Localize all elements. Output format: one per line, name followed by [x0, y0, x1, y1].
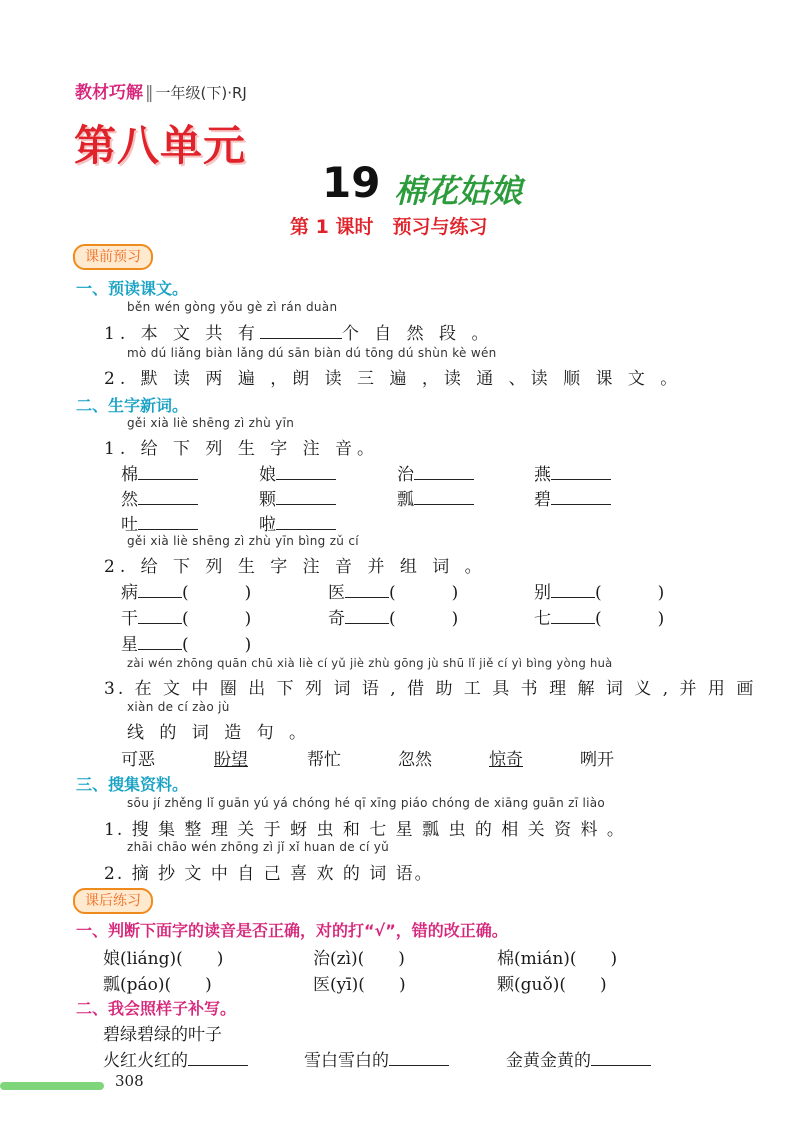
page-number: 308	[115, 1072, 144, 1090]
answer-blank[interactable]	[551, 581, 595, 598]
s1-q1-blank[interactable]	[260, 322, 342, 339]
s2-q1-pinyin: gěi xià liè shēng zì zhù yīn	[127, 416, 295, 430]
s2-q3-pinyin: zài wén zhōng quān chū xià liè cí yǔ jiè zhù gōng jù shū lǐ jiě cí yì bìng yòng huà	[127, 656, 613, 670]
word-group-item: 医 ( )	[328, 583, 459, 603]
answer-blank[interactable]	[276, 513, 336, 530]
vocab-word: 忽然	[398, 750, 432, 770]
section-3-title: 三、搜集资料。	[76, 775, 189, 794]
word-group-item: 病 ( )	[121, 583, 252, 603]
section-2-title: 二、生字新词。	[76, 396, 189, 415]
char-blank-item: 棉	[121, 460, 198, 485]
s1-q1-pinyin: běn wén gòng yǒu gè zì rán duàn	[127, 300, 338, 314]
answer-blank[interactable]	[276, 463, 336, 480]
answer-blank[interactable]	[276, 488, 336, 505]
unit-title: 第八单元	[74, 121, 247, 170]
fill-phrase-item: 金黄金黄的	[506, 1046, 651, 1071]
vocab-word-underlined: 盼望	[214, 750, 248, 770]
s2-q3-pinyin-2: xiàn de cí zào jù	[127, 700, 230, 714]
reading-check-item[interactable]: 棉(mián)( )	[497, 949, 618, 969]
word-group-item: 别 ( )	[534, 583, 665, 603]
brand-title: 教材巧解	[75, 83, 143, 103]
word-group-item: 星 ( )	[121, 635, 252, 655]
answer-blank[interactable]	[591, 1049, 651, 1066]
vocab-word: 咧开	[580, 750, 614, 770]
s2-q2: 2. 给 下 列 生 字 注 音 并 组 词 。	[104, 557, 487, 577]
s3-q2-pinyin: zhāi chāo wén zhōng zì jǐ xǐ huan de cí yǔ	[127, 840, 390, 854]
s1-q2-pinyin: mò dú liǎng biàn lǎng dú sān biàn dú tōng dú shùn kè wén	[127, 346, 497, 360]
s2-q1: 1. 给 下 列 生 字 注 音。	[104, 439, 380, 459]
vocab-word-underlined: 惊奇	[489, 750, 523, 770]
answer-blank[interactable]	[188, 1049, 248, 1066]
s2-q2-pinyin: gěi xià liè shēng zì zhù yīn bìng zǔ cí	[127, 534, 359, 548]
char-blank-item: 碧	[534, 485, 611, 510]
char-blank-item: 娘	[259, 460, 336, 485]
grade-label: 一年级(下)·RJ	[155, 84, 247, 102]
s2-q3-2: 线 的 词 造 句 。	[127, 723, 312, 743]
s1-q2: 2. 默 读 两 遍 ，朗 读 三 遍 ，读 通 、读 顺 课 文 。	[104, 369, 683, 389]
answer-blank[interactable]	[414, 488, 474, 505]
answer-blank[interactable]	[551, 463, 611, 480]
answer-blank[interactable]	[345, 607, 389, 624]
s1-q1	[104, 319, 493, 344]
answer-blank[interactable]	[414, 463, 474, 480]
example-phrase: 碧绿碧绿的叶子	[103, 1025, 222, 1045]
answer-blank[interactable]	[551, 607, 595, 624]
char-blank-item: 瓢	[397, 485, 474, 510]
answer-blank[interactable]	[389, 1049, 449, 1066]
s2-q3: 3. 在 文 中 圈 出 下 列 词 语 , 借 助 工 具 书 理 解 词 义 , 并 用 画	[104, 679, 757, 699]
answer-blank[interactable]	[345, 581, 389, 598]
vocab-word: 可恶	[121, 750, 155, 770]
char-blank-item: 颗	[259, 485, 336, 510]
s3-q1: 1. 搜 集 整 理 关 于 蚜 虫 和 七 星 瓢 虫 的 相 关 资 料 。	[104, 820, 626, 840]
lesson-title: 棉花姑娘	[394, 172, 523, 210]
section-1-title: 一、预读课文。	[76, 279, 189, 298]
s1-q1-text-b: 个 自 然 段 。	[341, 324, 494, 344]
answer-blank[interactable]	[138, 581, 182, 598]
answer-blank[interactable]	[138, 633, 182, 650]
fill-phrase-item: 火红火红的	[103, 1046, 248, 1071]
answer-blank[interactable]	[138, 463, 198, 480]
footer-bar	[0, 1082, 104, 1090]
brand-separator: ‖	[145, 83, 154, 103]
vocab-word: 帮忙	[307, 750, 341, 770]
post-class-tag: 课后练习	[73, 888, 153, 914]
char-blank-item: 燕	[534, 460, 611, 485]
reading-check-item[interactable]: 医(yī)( )	[313, 975, 406, 995]
s3-q1-pinyin: sōu jí zhěng lǐ guān yú yá chóng hé qī xīng piáo chóng de xiāng guān zī liào	[127, 796, 606, 810]
s3-q2: 2. 摘 抄 文 中 自 己 喜 欢 的 词 语。	[104, 864, 434, 884]
s1-q1-text-a: 1. 本 文 共 有	[104, 324, 260, 344]
char-blank-item: 然	[121, 485, 198, 510]
word-group-item: 七 ( )	[534, 609, 665, 629]
lesson-number: 19	[322, 158, 381, 207]
answer-blank[interactable]	[551, 488, 611, 505]
word-group-item: 奇 ( )	[328, 609, 459, 629]
book-brand	[75, 78, 247, 103]
reading-check-item[interactable]: 瓢(páo)( )	[103, 975, 212, 995]
char-blank-item: 啦	[259, 510, 336, 535]
practice-1-title: 一、判断下面字的读音是否正确，对的打“√”，错的改正确。	[76, 921, 508, 940]
word-group-item: 干 ( )	[121, 609, 252, 629]
answer-blank[interactable]	[138, 488, 198, 505]
lesson-subtitle: 第 1 课时 预习与练习	[290, 216, 488, 238]
reading-check-item[interactable]: 娘(liáng)( )	[103, 949, 224, 969]
pre-class-tag: 课前预习	[73, 244, 153, 270]
char-blank-item: 治	[397, 460, 474, 485]
answer-blank[interactable]	[138, 513, 198, 530]
reading-check-item[interactable]: 颗(guǒ)( )	[497, 975, 607, 995]
reading-check-item[interactable]: 治(zì)( )	[313, 949, 405, 969]
char-blank-item: 吐	[121, 510, 198, 535]
practice-2-title: 二、我会照样子补写。	[76, 999, 237, 1018]
answer-blank[interactable]	[138, 607, 182, 624]
fill-phrase-item: 雪白雪白的	[304, 1046, 449, 1071]
